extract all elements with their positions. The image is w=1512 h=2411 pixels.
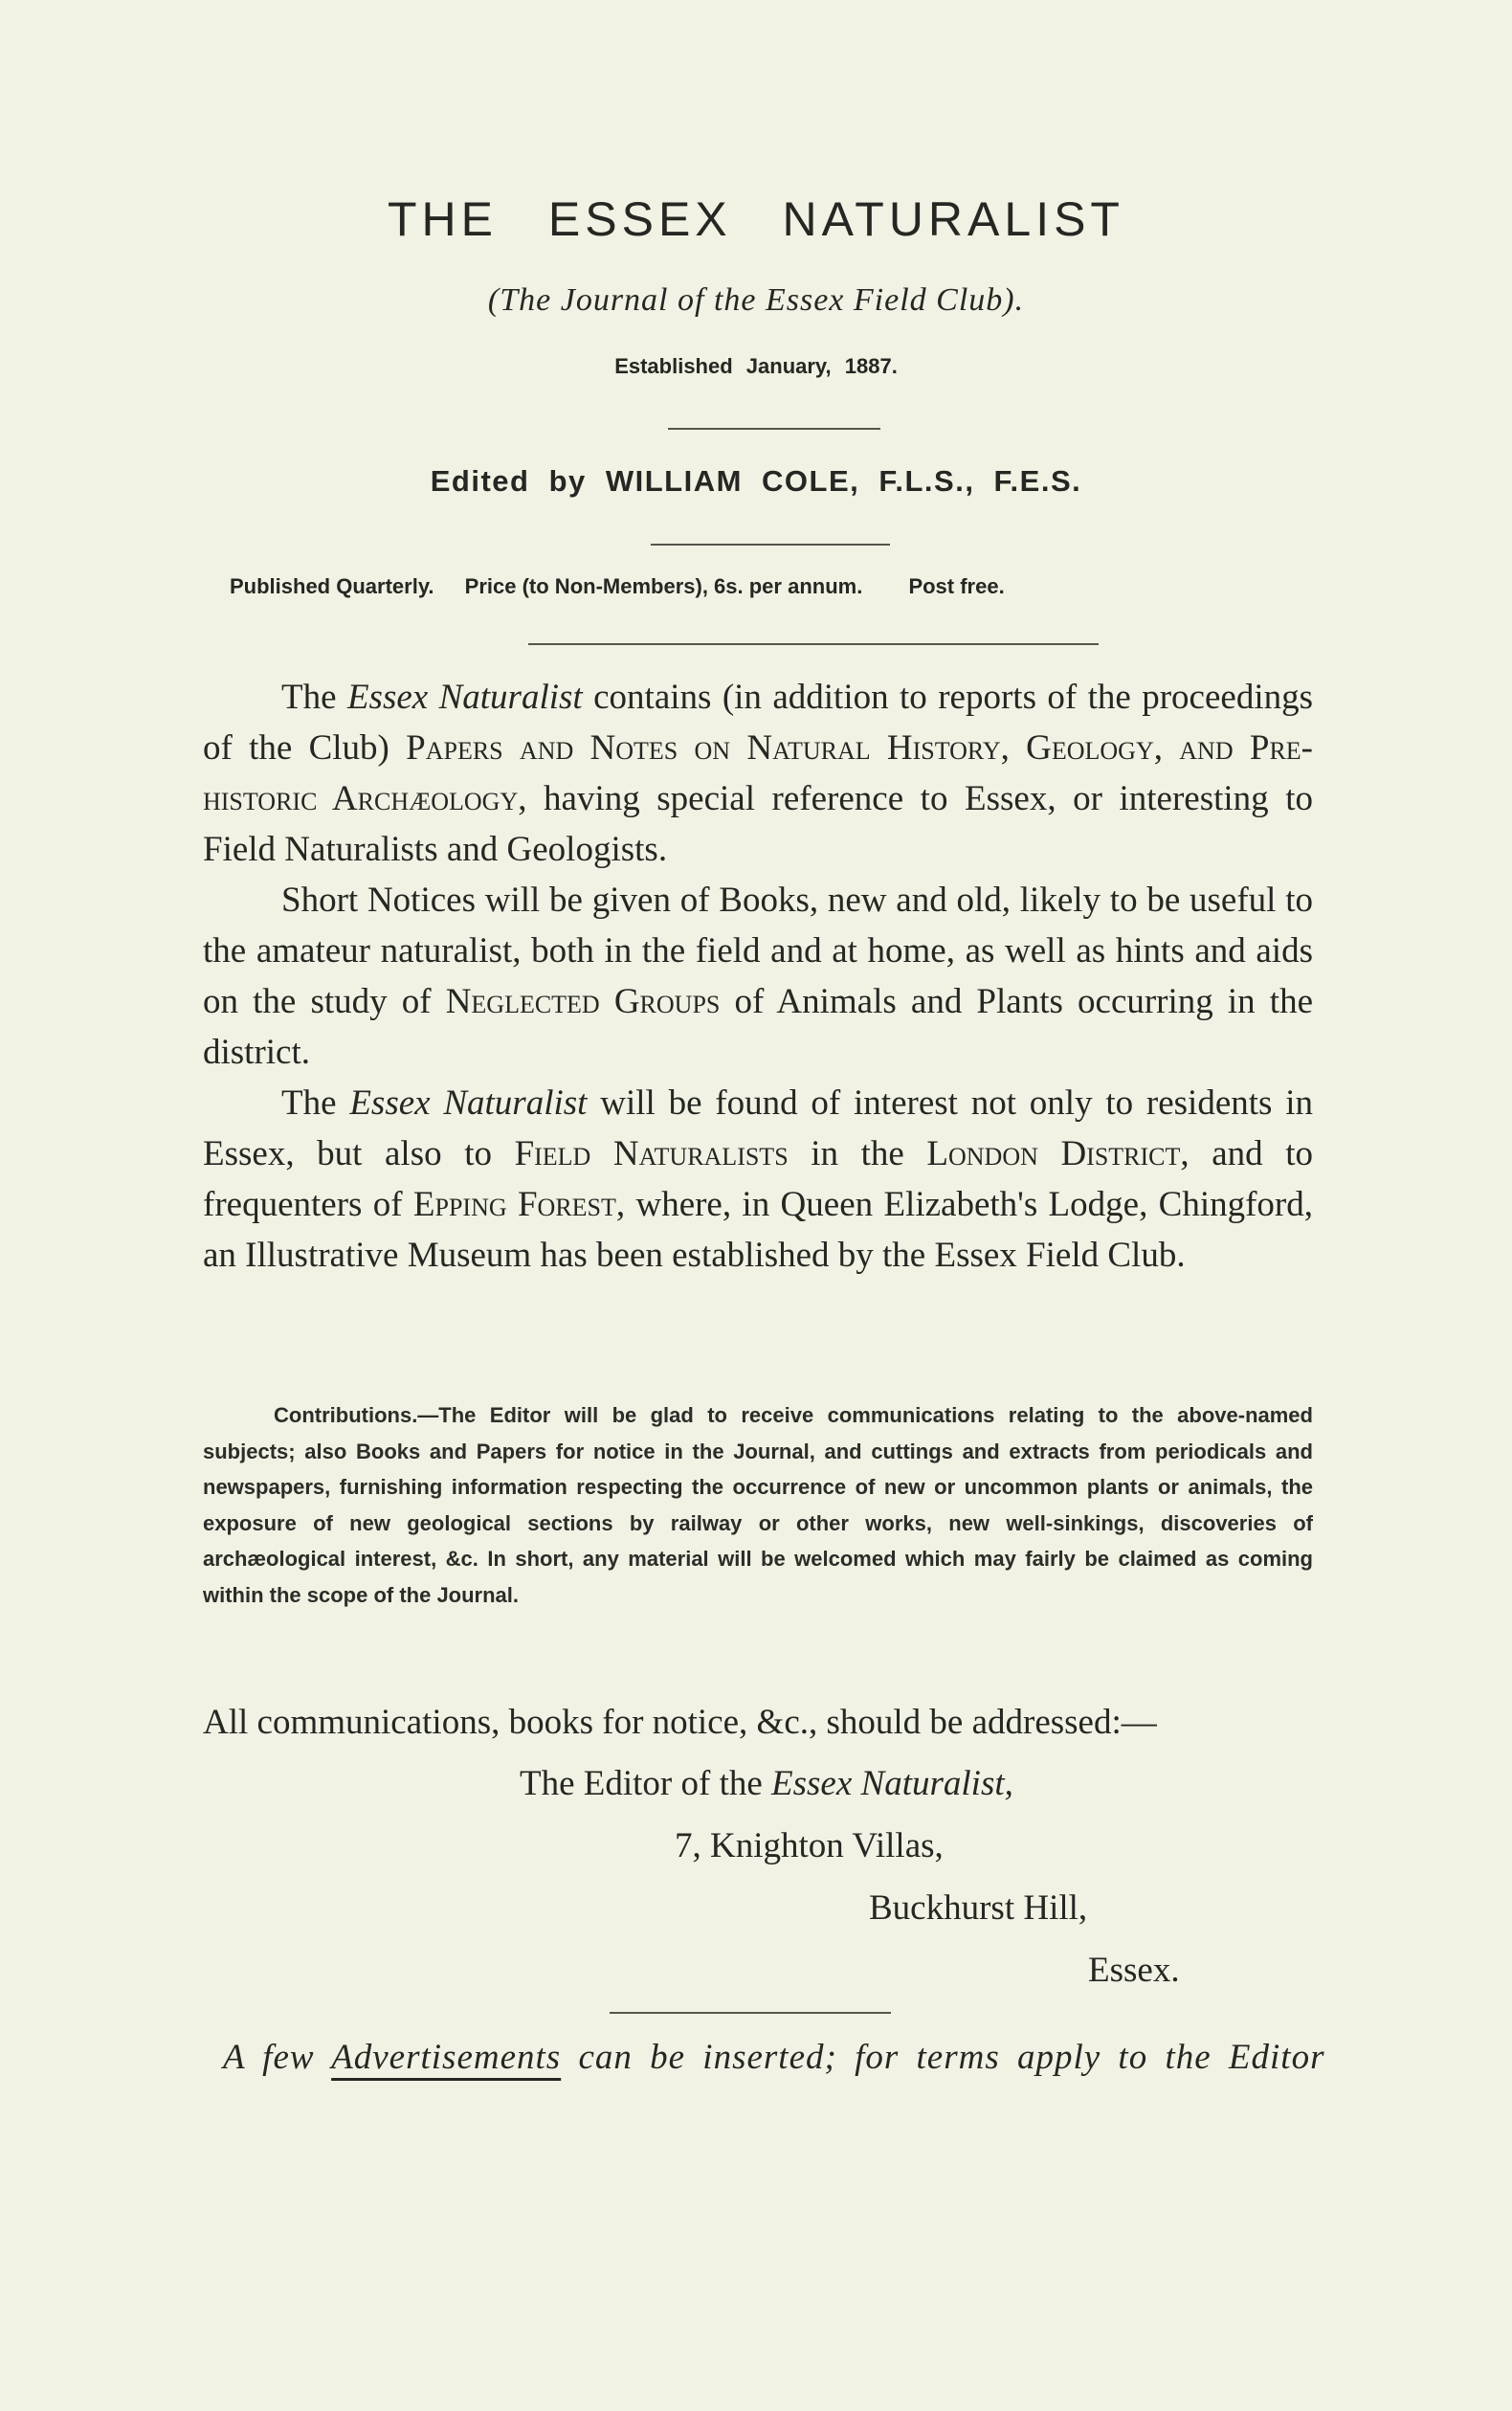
text-run: will be found of interest not only to residents in Essex, but also to	[203, 1083, 1314, 1173]
london-district: London District,	[926, 1134, 1190, 1173]
advertisements-text: Advertisements	[331, 2038, 562, 2077]
established-date: Established January, 1887.	[614, 354, 898, 378]
journal-subtitle: (The Journal of the Essex Field Club).	[487, 282, 1025, 318]
publication-postage: Post free.	[908, 574, 1005, 598]
journal-name: Essex Naturalist	[346, 678, 583, 717]
advertisement-note	[223, 2037, 1325, 2078]
description-paragraph	[203, 1078, 1313, 1281]
neglected-groups: Neglected Groups	[445, 982, 721, 1021]
text-run: having special reference to Essex, or interesting to Field Naturalists and Geologists.	[203, 779, 1313, 869]
price-text: Price (to Non-Members), 6s. per annum.	[464, 574, 863, 598]
address-intro: All communications, books for notice, &c., should be addressed:—	[203, 1703, 1157, 1742]
text-run: Short Notices will be given of Books, new and old, likely to be useful to the amateur naturalist, both in the field and at home, as well as hints and aids on the study of	[203, 881, 1313, 1021]
text-run: The Editor of the	[520, 1764, 772, 1803]
divider-rule	[528, 643, 1099, 645]
text-run: The	[281, 1083, 350, 1123]
text-run: and to frequenters of	[203, 1134, 1314, 1224]
journal-title: THE ESSEX NATURALIST	[388, 192, 1124, 246]
publication-frequency: Published Quarterly.	[230, 574, 434, 598]
text-run: A few	[223, 2038, 332, 2077]
epping-forest: Epping Forest,	[412, 1185, 626, 1224]
text-run: where, in Queen Elizabeth's Lodge, Chingford, an Illustrative Museum has been established by the Essex Field Club.	[203, 1185, 1313, 1275]
contributions-notice: Contributions.—The Editor will be glad to receive communications relating to the above-named subjects; also Books and Papers for notice in the Journal, and cuttings and extracts from periodicals and newspapers, furnishing information respecting the occurrence of new or uncommon plants or animals, the exposure of new geological sections by railway or other works, new well-sinkings, discoveries of archæological interest, &c. In short, any material will be welcomed which may fairly be claimed as coming within the scope of the Journal.	[203, 1403, 1313, 1607]
text-run: in the	[788, 1134, 927, 1173]
editor-line: Edited by WILLIAM COLE, F.L.S., F.E.S.	[430, 464, 1082, 498]
text-run: of Animals and Plants occurring in the district.	[203, 982, 1314, 1072]
address-line: 7, Knighton Villas,	[675, 1826, 944, 1865]
description-paragraph	[203, 875, 1313, 1078]
publication-price	[465, 574, 863, 599]
address-line	[520, 1763, 1013, 1804]
address-line: Essex.	[1088, 1951, 1180, 1990]
divider-rule	[668, 428, 880, 430]
text-run: contains (in addition to reports of the proceedings of the Club)	[203, 678, 1313, 768]
address-line: Buckhurst Hill,	[869, 1888, 1088, 1928]
topics-list: Papers and Notes on Natural History, Geology, and Pre-historic Archæology,	[203, 728, 1313, 818]
journal-name: Essex Naturalist,	[771, 1764, 1013, 1803]
journal-name: Essex Naturalist	[349, 1083, 588, 1123]
text-run: can be inserted; for terms apply to the Editor	[561, 2038, 1325, 2077]
description-body	[203, 672, 1313, 1281]
divider-rule	[610, 2012, 891, 2014]
field-naturalists: Field Naturalists	[514, 1134, 789, 1173]
text-run: The	[281, 678, 347, 717]
divider-rule	[651, 544, 890, 546]
publication-info	[230, 574, 1311, 599]
description-paragraph	[203, 672, 1313, 875]
